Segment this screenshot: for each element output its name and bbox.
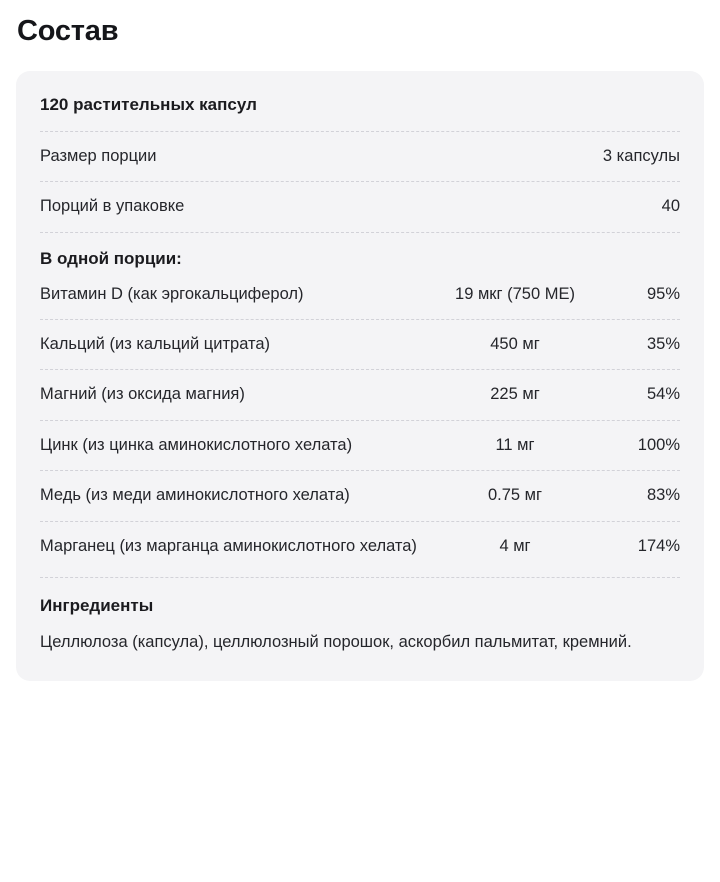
table-row — [40, 369, 680, 419]
table-row — [40, 277, 680, 319]
table-row — [40, 319, 680, 369]
nutrient-percent: 95% — [646, 284, 680, 303]
nutrient-amount: 11 мг — [495, 435, 535, 454]
table-row — [40, 181, 680, 231]
panel-heading: 120 растительных капсул — [40, 94, 257, 114]
nutrient-table — [40, 277, 680, 572]
table-row — [40, 521, 680, 571]
nutrient-percent: 35% — [646, 335, 680, 354]
nutrient-name: Марганец (из марганца аминокислотного хелата) — [40, 536, 417, 555]
nutrient-percent: 83% — [646, 486, 680, 505]
supplement-facts-panel — [16, 71, 704, 681]
table-row — [40, 470, 680, 520]
per-serving-section-label: В одной порции: — [40, 232, 680, 277]
nutrient-percent: 100% — [637, 435, 680, 454]
ingredients-text: Целлюлоза (капсула), целлюлозный порошок, аскорбил пальмитат, кремний. — [40, 633, 632, 652]
nutrient-amount: 0.75 мг — [487, 486, 543, 505]
nutrient-percent: 54% — [646, 385, 680, 404]
nutrient-amount: 4 мг — [499, 536, 531, 555]
nutrient-name: Витамин D (как эргокальциферол) — [40, 284, 304, 303]
serving-size-value: 3 капсулы — [602, 146, 680, 165]
nutrient-name: Кальций (из кальций цитрата) — [40, 335, 271, 354]
serving-size-label: Размер порции — [40, 146, 157, 165]
page-title: Состав — [17, 15, 119, 47]
nutrient-name: Медь (из меди аминокислотного хелата) — [40, 486, 350, 505]
nutrient-amount: 450 мг — [490, 335, 540, 354]
nutrient-percent: 174% — [637, 536, 680, 555]
nutrient-amount: 19 мкг (750 МЕ) — [455, 284, 575, 303]
table-row — [40, 131, 680, 181]
servings-per-container-value: 40 — [661, 197, 680, 216]
nutrient-name: Цинк (из цинка аминокислотного хелата) — [40, 435, 353, 454]
ingredients-heading: Ингредиенты — [40, 577, 680, 616]
table-row — [40, 420, 680, 470]
servings-per-container-label: Порций в упаковке — [40, 197, 185, 216]
supplement-facts-page — [0, 14, 720, 681]
nutrient-amount: 225 мг — [490, 385, 540, 404]
nutrient-name: Магний (из оксида магния) — [40, 385, 245, 404]
